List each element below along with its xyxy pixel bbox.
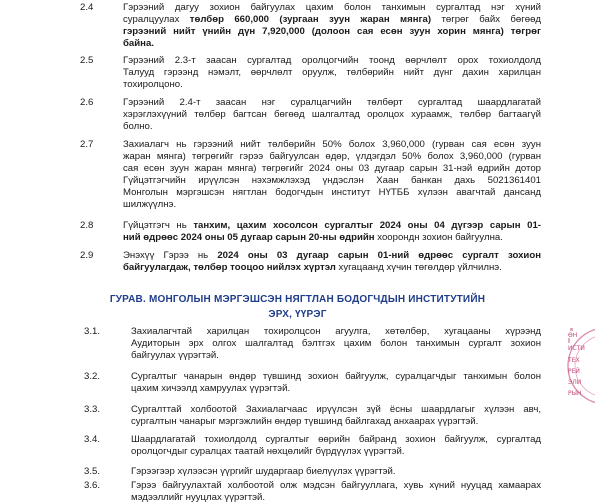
text-line: [123, 151, 541, 163]
text-segment: жаран мянга) төгрөгийг гэрээ байгуулсан өдөр, үлдэгдэл 50% болох 3,960,000 (гурван: [123, 151, 541, 162]
text-segment: хугацаанд хүчин төгөлдөр үйлчилнэ.: [335, 262, 502, 273]
text-line: [123, 139, 541, 151]
clause-text: [131, 480, 541, 504]
section-3-heading: ГУРАВ. МОНГОЛЫН МЭРГЭШСЭН НЯГТЛАН БОДОГЧДЫН ИНСТИТУТИЙН: [109, 294, 486, 305]
text-line: [123, 2, 541, 14]
text-line: [131, 466, 541, 478]
text-line: [123, 14, 541, 26]
text-segment: Гэрээний дагуу зохион байгуулах цахим болон танхимын сургалтад нэг хүний: [123, 2, 541, 13]
bold-text: байгуулагдаж, төлбөр тооцоо нийлэх хүртэл: [123, 262, 336, 273]
stamp-fragment: ӨН: [568, 332, 578, 339]
text-line: [123, 187, 541, 199]
clause-text: [131, 466, 541, 478]
bold-text: төлбөр 660,000 (зургаан зуун жаран мянга): [189, 14, 432, 25]
text-segment: Сургалтыг чанарын өндөр түвшинд зохион байгуулж, суралцагчдыг танхимын болон: [131, 371, 541, 382]
clause-number: 2.4: [80, 2, 94, 13]
text-line: [123, 55, 541, 67]
text-segment: Сургалттай холбоотой Захиалагчаас ирүүлсэн зүй ёсны шаардлагыг хүлээн авч,: [131, 404, 541, 415]
text-segment: Талууд гэрээнд нэмэлт, өөрчлөлт оруулж, төлбөрийн нийт дүнг дахин харилцан: [123, 67, 541, 78]
text-line: [123, 232, 541, 244]
text-segment: тохиролцоно.: [123, 79, 183, 90]
text-line: [131, 446, 541, 458]
text-segment: сая есөн зуун жаран мянга) төгрөгийг 2024 оны 03 дугаар сарын 31-нэй өдрийн дотор: [123, 163, 541, 174]
text-line: [123, 97, 541, 109]
section-3-heading-line2: ЭРХ, ҮҮРЭГ: [268, 309, 327, 320]
clause-text: [123, 97, 541, 133]
text-segment: Гэрээ байгуулахтай холбоотой олж мэдсэн байгууллага, хувь хүний нууцад хамаарах: [131, 480, 541, 491]
text-segment: хоорондн зохион байгуулна.: [374, 232, 503, 243]
text-segment: Гэрээний 2.3-т заасан сургалтад оролцогчийн тоонд өөрчлөлт орох тохиолдолд: [123, 55, 541, 66]
text-line: [131, 480, 541, 492]
text-segment: суралцуулах: [123, 14, 190, 25]
text-line: [123, 220, 541, 232]
clause-number: 2.6: [80, 97, 94, 108]
text-segment: Гүйцэтгэгчийн ирүүлсэн нэхэмжлэхэд үндэслэн Хаан банкан дахь 5021361401: [123, 175, 541, 186]
text-segment: оролцогчдыг суралцах таатай нөхцөлийг бүрдүүлэх үүрэгтэй.: [131, 446, 405, 457]
text-segment: мэдээллийг нууцлах үүрэгтэй.: [131, 492, 266, 503]
text-segment: сургалтын чанарыг мэргэжлийн өндөр түвшинд байлгахад анхаарах үүрэгтэй.: [131, 416, 479, 427]
text-line: [131, 371, 541, 383]
clause-text: [123, 139, 541, 211]
clause-text: [123, 55, 541, 91]
clause-number: 3.5.: [84, 466, 101, 477]
text-line: [123, 79, 541, 91]
clause-number: 2.5: [80, 55, 94, 66]
clause-text: [131, 404, 541, 428]
text-segment: Монголын мэргэшсэн нягтлан бодогчдын институт НҮТББ хүлээн авагчтай дансанд: [123, 187, 541, 198]
text-line: [123, 109, 541, 121]
text-segment: Захиалагч нь гэрээний нийт төлбөрийн 50% болох 3,960,000 (гурван сая есөн зуун: [123, 139, 541, 150]
text-line: [131, 338, 541, 350]
text-line: [131, 416, 541, 428]
text-line: [131, 492, 541, 504]
clause-text: [131, 371, 541, 395]
text-segment: Гэрээний 2.4-т заасан нэг суралцагчийн төлбөрт сургалтад шаардлагатай: [123, 97, 541, 108]
clause-number: 3.2.: [84, 371, 101, 382]
clause-text: [123, 250, 541, 274]
clause-text: [131, 326, 541, 362]
text-segment: Гэрээгээр хүлээсэн үүргийг шударгаар биелүүлэх үүрэгтэй.: [131, 466, 396, 477]
text-line: [123, 26, 541, 38]
clause-text: [123, 2, 541, 50]
clause-number: 2.7: [80, 139, 94, 150]
text-segment: болно.: [123, 121, 153, 132]
text-line: [131, 350, 541, 362]
clause-text: [123, 220, 541, 244]
text-segment: төгрөг байх бөгөөд: [431, 14, 542, 25]
text-segment: Гүйцэтгэгч нь: [123, 220, 194, 231]
bold-text: ний өдрөөс 2024 оны 05 дугаар сарын 20-ны өдрийн: [123, 232, 375, 243]
text-line: [131, 434, 541, 446]
text-segment: Шаардлагатай тохиолдолд сургалтыг өөрийн байранд зохион байгуулж, сургалтад: [131, 434, 541, 445]
clause-number: 3.3.: [84, 404, 101, 415]
text-line: [123, 67, 541, 79]
text-segment: шилжүүлнэ.: [123, 199, 177, 210]
bold-text: гэрээний нийт үнийн дүн 7,920,000 (долоон сая есөн зуун хорин мянга) төгрөг: [123, 26, 541, 37]
stamp-fragment: РЕЙ: [568, 368, 580, 375]
text-segment: Захиалагчтай харилцан тохиролцсон агуулга, хөтөлбөр, хугацааны хүрээнд: [131, 326, 541, 337]
text-line: [123, 38, 541, 50]
clause-number: 2.8: [80, 220, 94, 231]
stamp-fragment: РЫН: [568, 390, 582, 397]
text-line: [123, 121, 541, 133]
clause-number: 3.6.: [84, 480, 101, 491]
clause-number: 2.9: [80, 250, 94, 261]
text-line: [123, 250, 541, 262]
stamp-fragment: ИСТИ: [568, 345, 585, 352]
bold-text: танхим, цахим хосолсон сургалтыг 2024 оны 04 дүгээр сарын 01-: [193, 220, 541, 231]
stamp-fragment: ТЕХ: [568, 357, 580, 364]
clause-text: [131, 434, 541, 458]
text-line: [123, 262, 541, 274]
text-segment: байгуулах үүрэгтэй.: [131, 350, 219, 361]
text-line: [123, 175, 541, 187]
text-line: [131, 383, 541, 395]
stamp-fragment: ЭЛИ: [568, 379, 582, 386]
text-line: [131, 404, 541, 416]
text-line: [131, 326, 541, 338]
text-segment: Энэхүү Гэрээ нь: [123, 250, 218, 261]
seal-stamp: [562, 318, 595, 414]
text-segment: Аудиторын эрх олгох шалгалтад бэлтгэх цахим болон танхимын сургалт зохион: [131, 338, 541, 349]
text-line: [123, 199, 541, 211]
text-line: [123, 163, 541, 175]
bold-text: 2024 оны 03 дугаар сарын 01-ний өдрөөс сургалт зохион: [217, 250, 541, 261]
text-segment: цахим хичээлд хамруулах үүрэгтэй.: [131, 383, 291, 394]
bold-text: байна.: [123, 38, 154, 49]
clause-number: 3.4.: [84, 434, 101, 445]
text-segment: хэрэглэхүүний төлбөр багтсан бөгөөд шалгалтад оролцох хураамж, төлбөр багтаагүй: [123, 109, 541, 120]
clause-number: 3.1.: [84, 326, 101, 337]
